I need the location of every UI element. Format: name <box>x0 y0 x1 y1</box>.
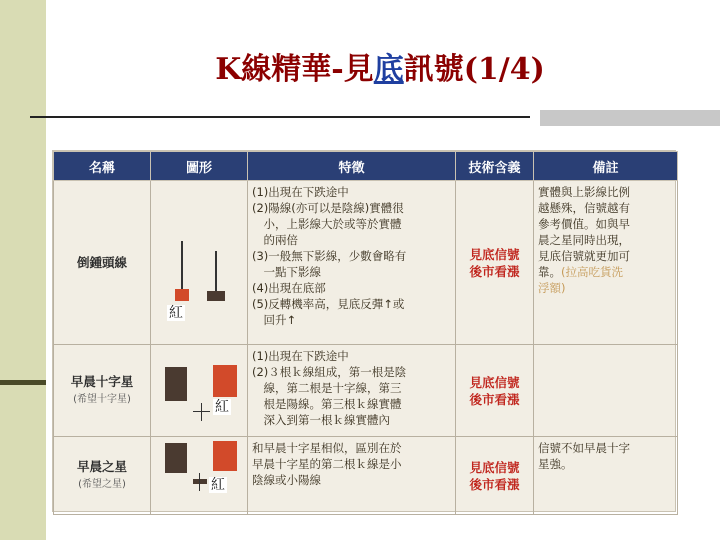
small-candle-wick <box>199 473 200 491</box>
title-highlight: 底 <box>373 52 404 87</box>
small-candle-body <box>193 479 207 484</box>
table-row <box>54 345 678 437</box>
title-suffix: 訊號(1/4) <box>403 52 545 87</box>
header-features: 特徵 <box>248 152 456 181</box>
pattern-tech-meaning: 見底信號 後市看漲 <box>456 345 534 437</box>
header-tech: 技術含義 <box>456 152 534 181</box>
red-label: 紅 <box>211 477 225 493</box>
dark-candle-body <box>165 443 187 473</box>
header-notes: 備註 <box>534 152 678 181</box>
candlestick-table-image <box>52 150 676 512</box>
dark-candle-body <box>165 367 187 401</box>
header-name: 名稱 <box>54 152 151 181</box>
title-prefix: K線精華-見 <box>215 52 374 87</box>
pattern-figure <box>151 437 248 515</box>
table-row <box>54 181 678 345</box>
red-label: 紅 <box>215 399 229 415</box>
table-header-row <box>54 152 678 181</box>
red-label: 紅 <box>169 305 183 321</box>
pattern-figure <box>151 181 248 345</box>
dark-candle-body <box>207 291 225 301</box>
red-candle-body <box>213 365 237 397</box>
red-candle-wick <box>181 241 183 291</box>
red-candle-body <box>213 441 237 471</box>
pattern-features: 和早晨十字星相似，區別在於 早晨十字星的第二根ｋ線是小 陰線或小陽線 <box>248 437 456 515</box>
table-row <box>54 437 678 515</box>
title-divider <box>30 116 530 118</box>
pattern-features: (1)出現在下跌途中 (2)陽線(亦可以是陰線)實體很 小，上影線大於或等於實體 的兩倍 (3)一般無下影線，少數會略有 一點下影線 (4)出現在底部 (5)反轉機率高，見底反彈↑或 回升↑ <box>248 181 456 345</box>
pattern-notes: 信號不如早晨十字 星強。 <box>534 437 678 515</box>
pattern-figure <box>151 345 248 437</box>
red-candle-body <box>175 289 189 301</box>
pattern-notes: 實體與上影線比例 越懸殊，信號越有 參考價值。如與早 晨之星同時出現， 見底信號就更加可 靠。(拉高吃貨洗 浮額) <box>534 181 678 345</box>
left-accent-bar <box>0 0 46 540</box>
pattern-features: (1)出現在下跌途中 (2)３根ｋ線組成，第一根是陰 線，第二根是十字線，第三 根是陽線。第三根ｋ線實體 深入到第一根ｋ線實體內 <box>248 345 456 437</box>
header-accent-block <box>540 110 720 126</box>
pattern-tech-meaning: 見底信號 後市看漲 <box>456 181 534 345</box>
dark-candle-wick <box>215 251 217 293</box>
candlestick-table <box>53 151 678 515</box>
pattern-notes <box>534 345 678 437</box>
pattern-name: 早晨之星 (希望之星) <box>54 437 151 515</box>
left-accent-marker <box>0 380 46 385</box>
pattern-tech-meaning: 見底信號 後市看漲 <box>456 437 534 515</box>
doji-cross <box>201 403 202 421</box>
header-shape: 圖形 <box>151 152 248 181</box>
pattern-name: 倒鍾頭線 <box>54 181 151 345</box>
slide-title <box>60 44 700 88</box>
pattern-name: 早晨十字星 (希望十字星) <box>54 345 151 437</box>
doji-cross-bar <box>193 411 210 412</box>
